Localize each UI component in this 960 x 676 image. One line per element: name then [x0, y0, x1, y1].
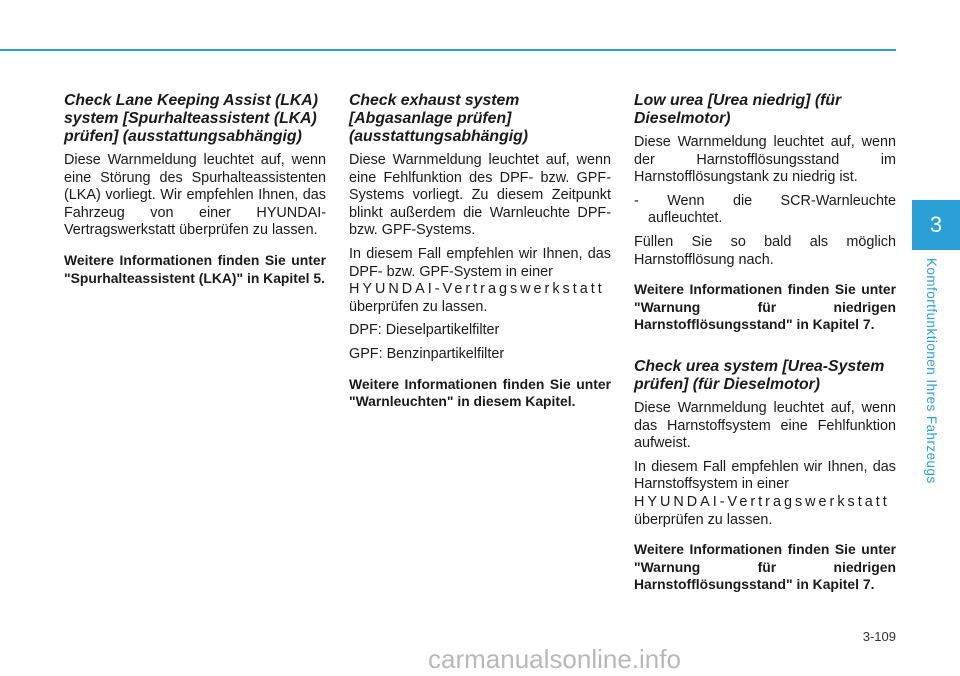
paragraph: In diesem Fall empfehlen wir Ihnen, das Harnstoffsystem in einer: [634, 458, 896, 493]
paragraph: Diese Warnmeldung leuchtet auf, wenn eine Fehlfunktion des DPF- bzw. GPF-Systems vorliegt. Zu diesem Zeitpunkt blinkt außerdem die Warnleuchte DPF- bzw. GPF-Systems.: [349, 152, 611, 239]
paragraph: HYUNDAI-Vertragswerkstatt: [634, 493, 890, 510]
paragraph: Diese Warnmeldung leuchtet auf, wenn eine Störung des Spurhalteassistenten (LKA) vorliegt. Wir empfehlen Ihnen, das Fahrzeug von einer HYUNDAI-Vertragswerkstatt überprüfen zu lassen.: [64, 152, 326, 239]
watermark: carmanualsonline.info: [428, 644, 681, 674]
paragraph: GPF: Benzinpartikelfilter: [349, 345, 505, 362]
reference-note: Weitere Informationen finden Sie unter "Warnleuchten" in diesem Kapitel.: [349, 375, 611, 410]
paragraph: Diese Warnmeldung leuchtet auf, wenn der Harnstofflösungsstand im Harnstofflösungstank zu niedrig ist.: [634, 134, 896, 186]
reference-note: Weitere Informationen finden Sie unter "Warnung für niedrigen Harnstofflösungsstand" in Kapitel 7.: [634, 281, 896, 333]
paragraph: überprüfen zu lassen.: [349, 298, 488, 315]
paragraph: überprüfen zu lassen.: [634, 511, 773, 528]
bullet-item: - Wenn die SCR-Warnleuchte aufleuchtet.: [634, 192, 896, 227]
chapter-title: Komfortfunktionen Ihres Fahrzeugs: [924, 258, 939, 484]
top-rule: [0, 49, 896, 51]
section-heading-lka: Check Lane Keeping Assist (LKA) system [Spurhalteassistent (LKA) prüfen] (ausstattungsabhängig): [64, 92, 318, 145]
section-heading-exhaust: Check exhaust system [Abgasanlage prüfen] (ausstattungsabhängig): [349, 92, 529, 145]
section-heading-low-urea: Low urea [Urea niedrig] (für Dieselmotor): [634, 92, 842, 127]
column-1: [64, 92, 326, 293]
reference-note: Weitere Informationen finden Sie unter "Spurhalteassistent (LKA)" in Kapitel 5.: [64, 251, 326, 286]
paragraph: HYUNDAI-Vertragswerkstatt: [349, 281, 605, 298]
column-3: [634, 92, 896, 600]
paragraph: In diesem Fall empfehlen wir Ihnen, das DPF- bzw. GPF-System in einer: [349, 245, 611, 280]
chapter-tab: 3: [912, 200, 960, 250]
paragraph: DPF: Dieselpartikelfilter: [349, 322, 500, 339]
column-2: [349, 92, 611, 417]
reference-note: Weitere Informationen finden Sie unter "Warnung für niedrigen Harnstofflösungsstand" in Kapitel 7.: [634, 541, 896, 593]
paragraph: Füllen Sie so bald als möglich Harnstofflösung nach.: [634, 233, 896, 268]
paragraph: Diese Warnmeldung leuchtet auf, wenn das Harnstoffsystem eine Fehlfunktion aufweist.: [634, 399, 896, 452]
section-heading-urea-system: Check urea system [Urea-System prüfen] (für Dieselmotor): [634, 357, 885, 393]
page-number: 3-109: [862, 629, 896, 644]
